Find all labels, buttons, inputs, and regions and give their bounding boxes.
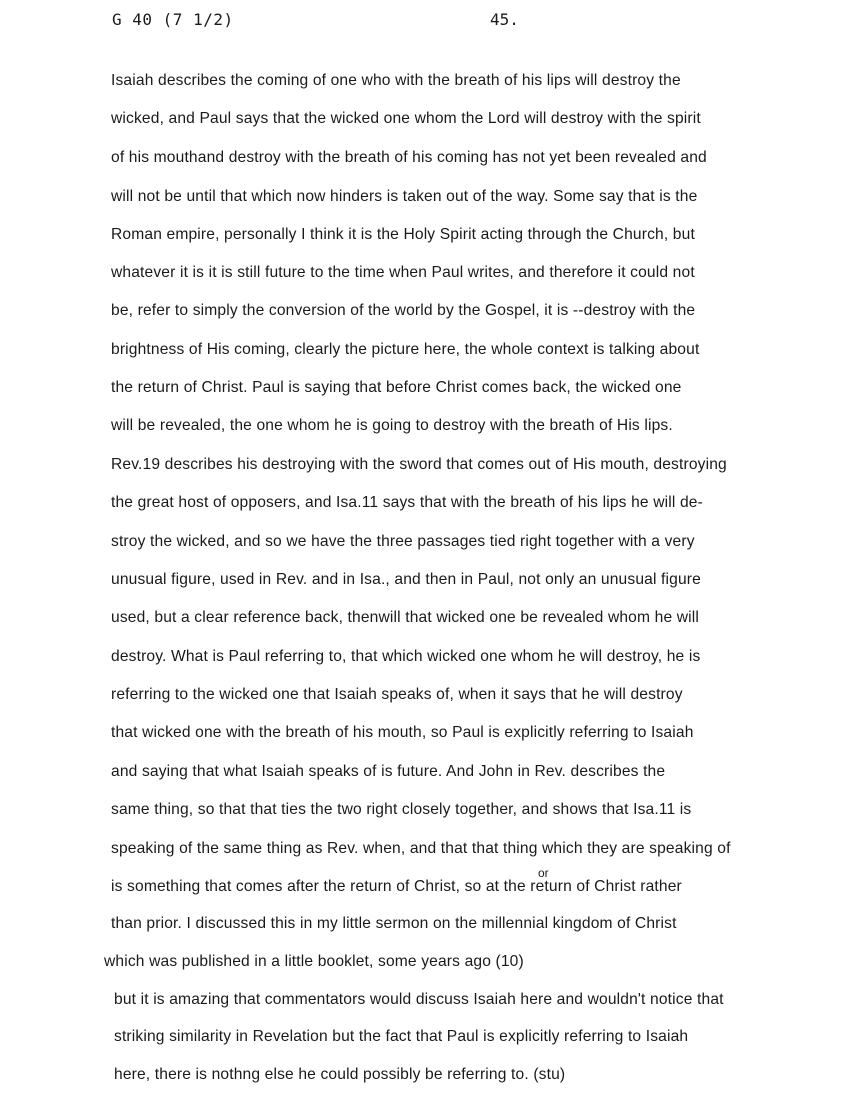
text-line: than prior. I discussed this in my little sermon on the millennial kingdom of Christ	[111, 915, 677, 932]
text-line: speaking of the same thing as Rev. when, and that that thing which they are speaking of	[111, 840, 731, 857]
text-line: referring to the wicked one that Isaiah speaks of, when it says that he will destroy	[111, 686, 683, 703]
text-line: unusual figure, used in Rev. and in Isa., and then in Paul, not only an unusual figure	[111, 571, 701, 588]
text-line: but it is amazing that commentators would discuss Isaiah here and wouldn't notice that	[114, 991, 724, 1008]
text-line: is something that comes after the return of Christ, so at the return of Christ rather	[111, 878, 682, 895]
text-line: striking similarity in Revelation but the fact that Paul is explicitly referring to Isaiah	[114, 1028, 689, 1045]
text-line: same thing, so that that ties the two right closely together, and shows that Isa.11 is	[111, 801, 692, 818]
text-line: be, refer to simply the conversion of the world by the Gospel, it is --destroy with the	[111, 302, 696, 319]
text-line: wicked, and Paul says that the wicked one whom the Lord will destroy with the spirit	[111, 110, 701, 127]
text-line: Rev.19 describes his destroying with the sword that comes out of His mouth, destroying	[111, 456, 727, 473]
text-line: brightness of His coming, clearly the picture here, the whole context is talking about	[111, 341, 700, 358]
text-line: of his mouthand destroy with the breath of his coming has not yet been revealed and	[111, 149, 707, 166]
text-line: Roman empire, personally I think it is the Holy Spirit acting through the Church, but	[111, 226, 695, 243]
text-line: used, but a clear reference back, thenwill that wicked one be revealed whom he will	[111, 609, 700, 626]
text-line: here, there is nothng else he could possibly be referring to. (stu)	[114, 1066, 566, 1083]
text-line: whatever it is it is still future to the time when Paul writes, and therefore it could not	[111, 264, 695, 281]
text-line: will not be until that which now hinders is taken out of the way. Some say that is the	[111, 188, 698, 205]
text-line: and saying that what Isaiah speaks of is future. And John in Rev. describes the	[111, 763, 666, 780]
text-line: which was published in a little booklet, some years ago (10)	[104, 953, 524, 970]
document-reference: G 40 (7 1/2)	[112, 10, 234, 29]
text-line: Isaiah describes the coming of one who with the breath of his lips will destroy the	[111, 72, 681, 89]
page-number: 45.	[490, 10, 519, 29]
text-line: that wicked one with the breath of his mouth, so Paul is explicitly referring to Isaiah	[111, 724, 694, 741]
text-line: stroy the wicked, and so we have the three passages tied right together with a very	[111, 533, 695, 550]
text-line: the return of Christ. Paul is saying that before Christ comes back, the wicked one	[111, 379, 682, 396]
text-line: will be revealed, the one whom he is going to destroy with the breath of His lips.	[111, 417, 673, 434]
text-line: the great host of opposers, and Isa.11 says that with the breath of his lips he will de-	[111, 494, 703, 511]
handwritten-insertion: or	[538, 866, 549, 880]
text-line: destroy. What is Paul referring to, that which wicked one whom he will destroy, he is	[111, 648, 701, 665]
